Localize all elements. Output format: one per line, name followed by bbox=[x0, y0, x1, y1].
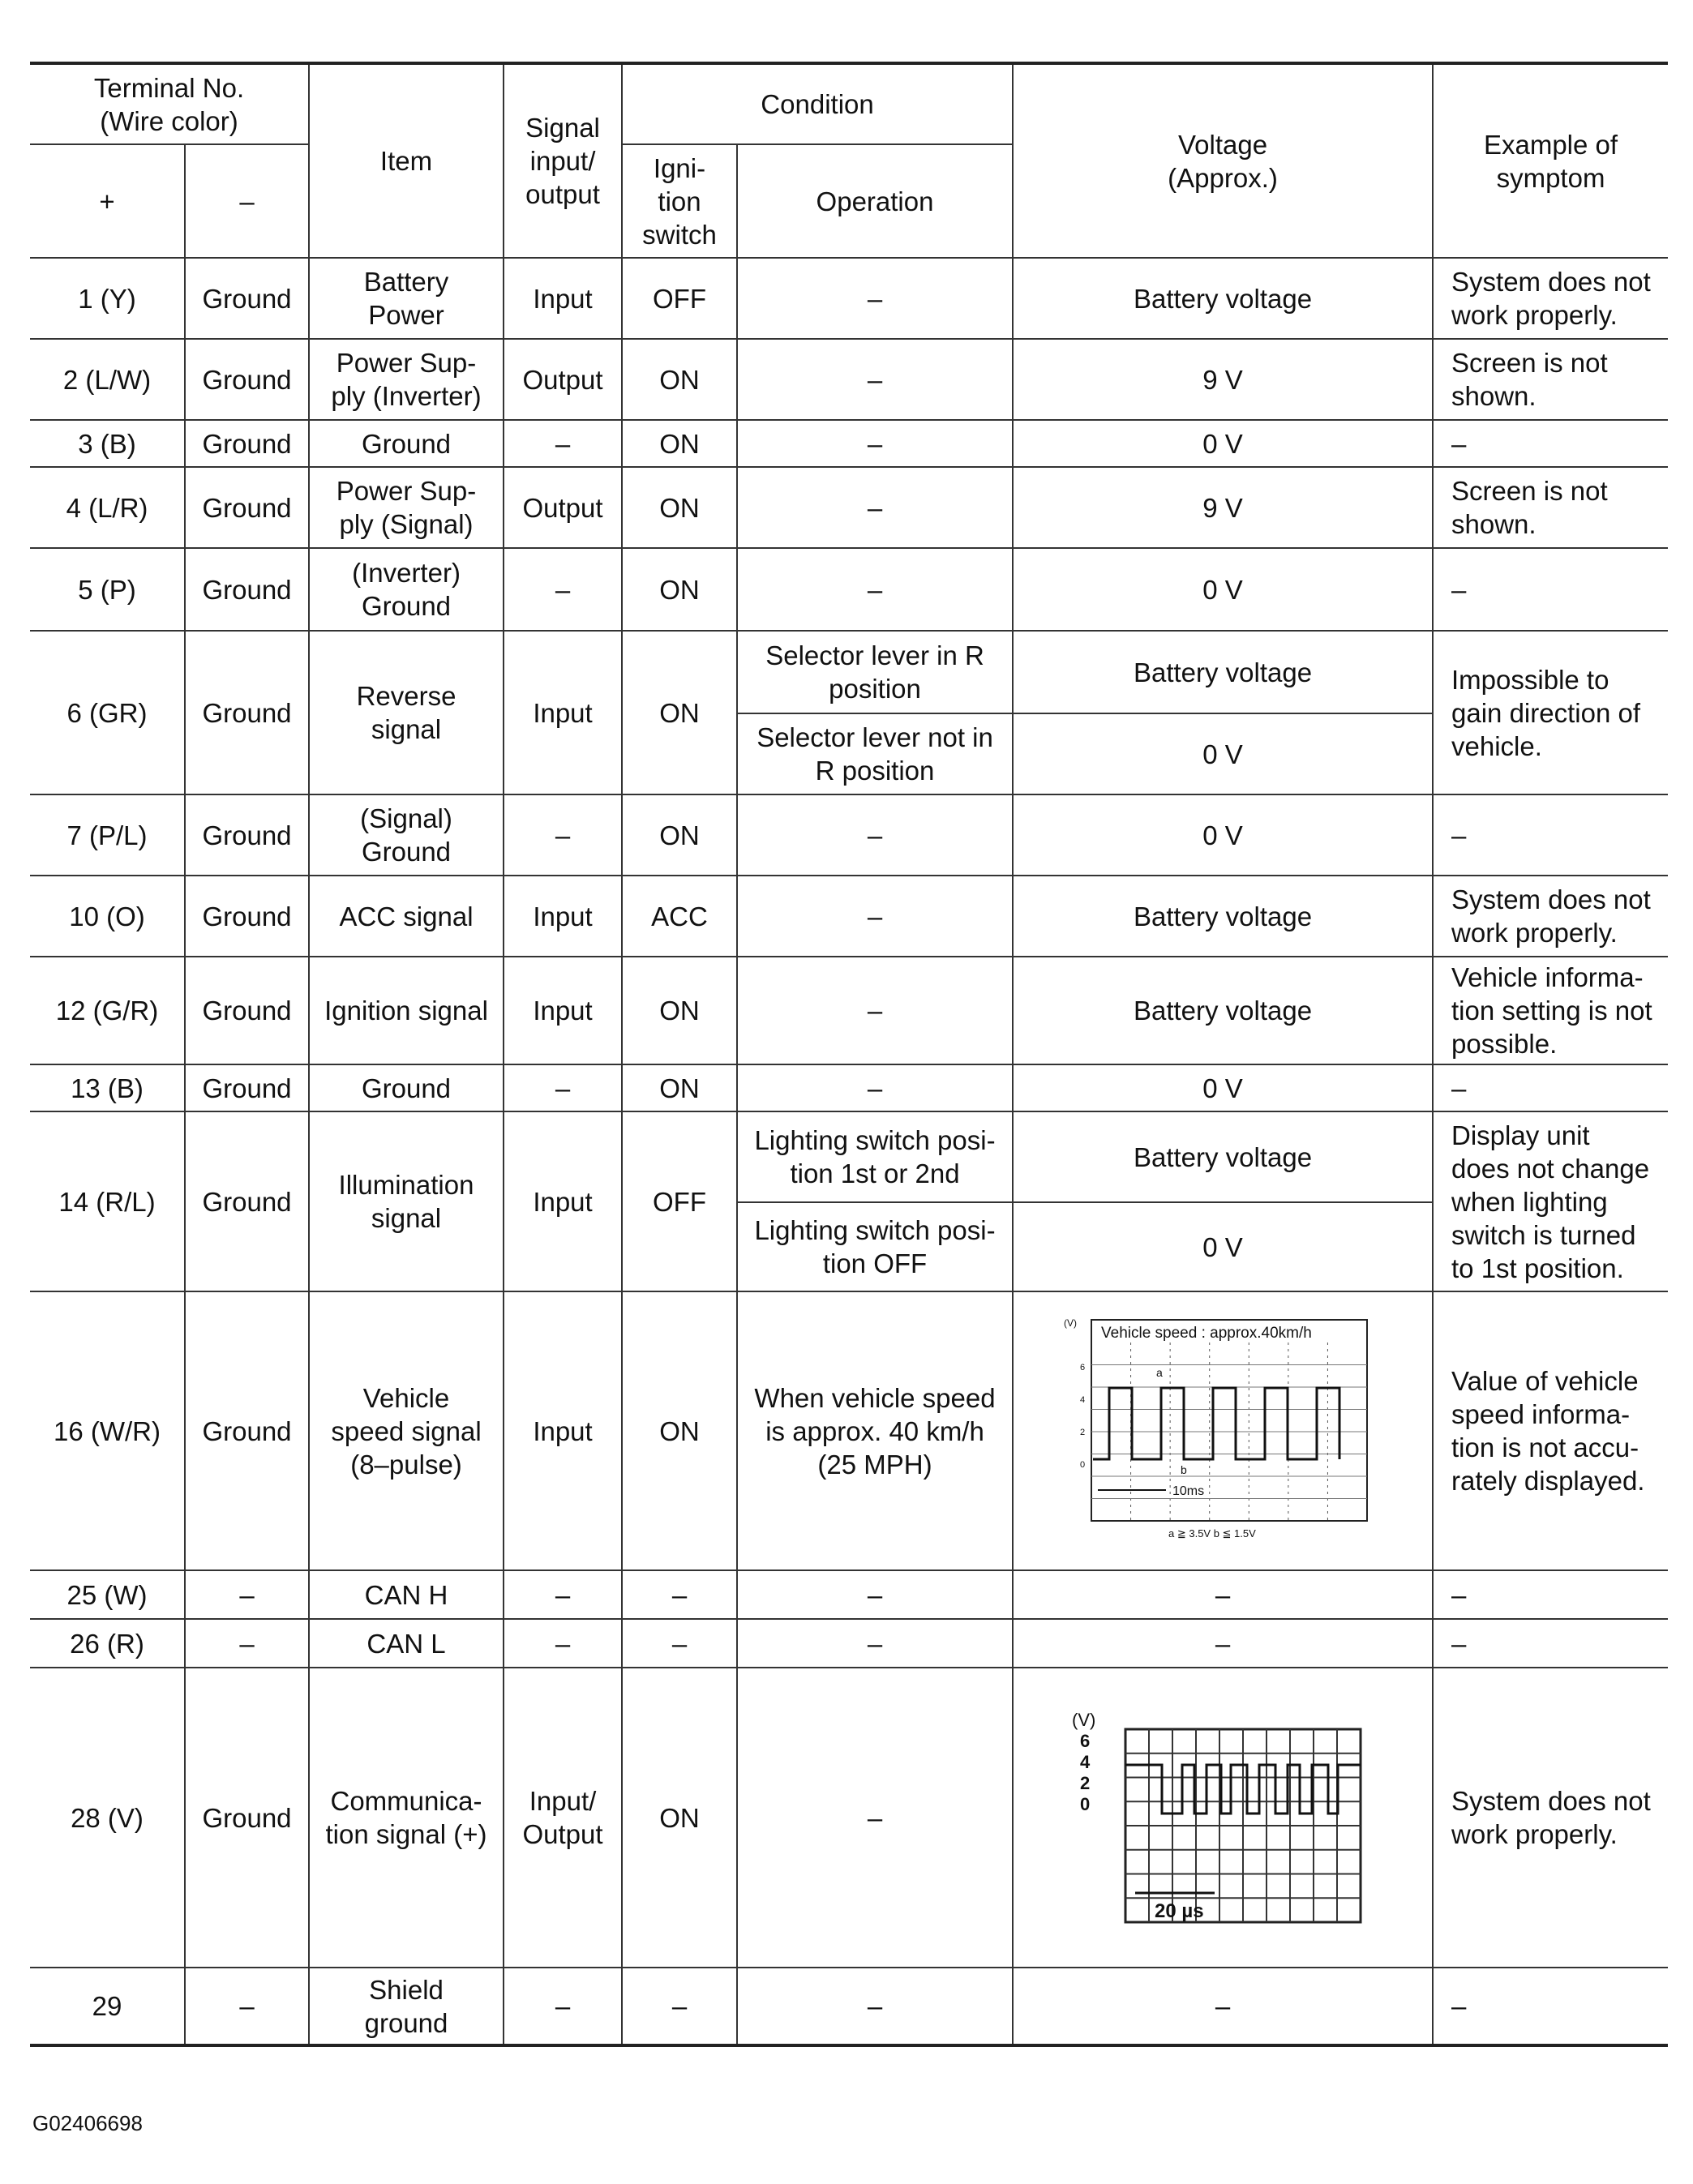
header-minus: – bbox=[185, 144, 309, 258]
item-cell: Illumination signal bbox=[309, 1111, 504, 1291]
scope-time-label: 20 µs bbox=[1155, 1900, 1204, 1922]
scope-ytick: 6 bbox=[1080, 1731, 1091, 1751]
ignition-switch-cell: ON bbox=[622, 794, 737, 876]
signal-io-cell: – bbox=[504, 548, 622, 631]
ignition-switch-cell: ACC bbox=[622, 876, 737, 957]
ignition-switch-cell: ON bbox=[622, 548, 737, 631]
voltage-cell: Battery voltage bbox=[1013, 631, 1433, 713]
header-item: Item bbox=[309, 63, 504, 258]
figure-code: G02406698 bbox=[32, 2111, 143, 2135]
operation-cell: – bbox=[737, 339, 1013, 420]
terminal-minus-cell: Ground bbox=[185, 548, 309, 631]
voltage-cell: 0 V bbox=[1013, 1202, 1433, 1291]
terminal-plus-cell: 6 (GR) bbox=[30, 631, 185, 794]
terminal-plus-cell: 26 (R) bbox=[30, 1619, 185, 1668]
symptom-cell: – bbox=[1433, 1570, 1668, 1619]
operation-cell: When vehicle speed is approx. 40 km/h (25 MPH) bbox=[737, 1291, 1013, 1570]
scope-label-b: b bbox=[1181, 1463, 1187, 1476]
operation-cell: Selector lever not in R position bbox=[737, 713, 1013, 794]
symptom-cell: Display unit does not change when lighting switch is turned to 1st position. bbox=[1433, 1111, 1668, 1291]
item-cell: Battery Power bbox=[309, 258, 504, 339]
symptom-cell: System does not work properly. bbox=[1433, 1668, 1668, 1968]
voltage-cell: 9 V bbox=[1013, 339, 1433, 420]
speed-pulse-waveform bbox=[1093, 1388, 1339, 1459]
communication-signal-oscilloscope bbox=[1069, 1700, 1377, 1935]
scope-ytick: 6 bbox=[1080, 1363, 1086, 1372]
ignition-switch-cell: ON bbox=[622, 420, 737, 467]
voltage-cell bbox=[1013, 1668, 1433, 1968]
terminal-minus-cell: Ground bbox=[185, 631, 309, 794]
voltage-cell: 0 V bbox=[1013, 1064, 1433, 1111]
ignition-switch-cell: ON bbox=[622, 1291, 737, 1570]
item-cell: ACC signal bbox=[309, 876, 504, 957]
terminal-minus-cell: Ground bbox=[185, 1111, 309, 1291]
terminal-plus-cell: 13 (B) bbox=[30, 1064, 185, 1111]
terminal-minus-cell: – bbox=[185, 1619, 309, 1668]
signal-io-cell: Input bbox=[504, 876, 622, 957]
ignition-switch-cell: ON bbox=[622, 957, 737, 1064]
terminal-plus-cell: 10 (O) bbox=[30, 876, 185, 957]
terminal-voltage-table bbox=[30, 62, 1668, 2047]
operation-cell: – bbox=[737, 548, 1013, 631]
table-row bbox=[30, 1668, 1668, 1968]
symptom-cell: Impossible to gain direction of vehicle. bbox=[1433, 631, 1668, 794]
voltage-cell: – bbox=[1013, 1968, 1433, 2045]
operation-cell: – bbox=[737, 1968, 1013, 2045]
header-terminal-no: Terminal No. (Wire color) bbox=[30, 63, 309, 144]
scope-title: Vehicle speed : approx.40km/h bbox=[1101, 1325, 1312, 1342]
table-row bbox=[30, 876, 1668, 957]
operation-cell: – bbox=[737, 420, 1013, 467]
scope-ytick: 0 bbox=[1080, 1794, 1091, 1814]
symptom-cell: – bbox=[1433, 1619, 1668, 1668]
table-row bbox=[30, 258, 1668, 339]
table-row bbox=[30, 420, 1668, 467]
scope-ytick: 4 bbox=[1080, 1395, 1086, 1405]
terminal-minus-cell: Ground bbox=[185, 420, 309, 467]
terminal-table-sheet bbox=[30, 62, 1668, 2047]
terminal-plus-cell: 28 (V) bbox=[30, 1668, 185, 1968]
terminal-minus-cell: Ground bbox=[185, 339, 309, 420]
signal-io-cell: Input/ Output bbox=[504, 1668, 622, 1968]
signal-io-cell: – bbox=[504, 1570, 622, 1619]
table-row bbox=[30, 1111, 1668, 1202]
terminal-plus-cell: 12 (G/R) bbox=[30, 957, 185, 1064]
table-row bbox=[30, 631, 1668, 713]
ignition-switch-cell: – bbox=[622, 1570, 737, 1619]
ignition-switch-cell: OFF bbox=[622, 258, 737, 339]
terminal-plus-cell: 14 (R/L) bbox=[30, 1111, 185, 1291]
terminal-minus-cell: Ground bbox=[185, 467, 309, 548]
header-condition: Condition bbox=[622, 63, 1013, 144]
ignition-switch-cell: OFF bbox=[622, 1111, 737, 1291]
terminal-minus-cell: Ground bbox=[185, 957, 309, 1064]
terminal-plus-cell: 1 (Y) bbox=[30, 258, 185, 339]
signal-io-cell: Input bbox=[504, 957, 622, 1064]
voltage-cell: 0 V bbox=[1013, 713, 1433, 794]
terminal-minus-cell: Ground bbox=[185, 876, 309, 957]
ignition-switch-cell: ON bbox=[622, 339, 737, 420]
signal-io-cell: Output bbox=[504, 339, 622, 420]
header-operation: Operation bbox=[737, 144, 1013, 258]
terminal-minus-cell: Ground bbox=[185, 258, 309, 339]
header-voltage: Voltage (Approx.) bbox=[1013, 63, 1433, 258]
ignition-switch-cell: – bbox=[622, 1968, 737, 2045]
terminal-minus-cell: Ground bbox=[185, 794, 309, 876]
terminal-minus-cell: Ground bbox=[185, 1668, 309, 1968]
terminal-plus-cell: 2 (L/W) bbox=[30, 339, 185, 420]
item-cell: Ground bbox=[309, 420, 504, 467]
scope-time-label: 10ms bbox=[1172, 1484, 1205, 1498]
signal-io-cell: Output bbox=[504, 467, 622, 548]
voltage-cell: 0 V bbox=[1013, 420, 1433, 467]
terminal-plus-cell: 25 (W) bbox=[30, 1570, 185, 1619]
item-cell: Communica- tion signal (+) bbox=[309, 1668, 504, 1968]
symptom-cell: Screen is not shown. bbox=[1433, 339, 1668, 420]
table-row bbox=[30, 957, 1668, 1064]
operation-cell: – bbox=[737, 467, 1013, 548]
voltage-cell: Battery voltage bbox=[1013, 258, 1433, 339]
item-cell: (Signal) Ground bbox=[309, 794, 504, 876]
signal-io-cell: – bbox=[504, 1968, 622, 2045]
terminal-plus-cell: 16 (W/R) bbox=[30, 1291, 185, 1570]
table-row bbox=[30, 1619, 1668, 1668]
symptom-cell: System does not work properly. bbox=[1433, 258, 1668, 339]
operation-cell: – bbox=[737, 1570, 1013, 1619]
table-row bbox=[30, 467, 1668, 548]
operation-cell: – bbox=[737, 1619, 1013, 1668]
operation-cell: Selector lever in R position bbox=[737, 631, 1013, 713]
operation-cell: – bbox=[737, 1064, 1013, 1111]
signal-io-cell: – bbox=[504, 794, 622, 876]
table-row bbox=[30, 1064, 1668, 1111]
voltage-cell: – bbox=[1013, 1570, 1433, 1619]
signal-io-cell: Input bbox=[504, 1291, 622, 1570]
terminal-minus-cell: Ground bbox=[185, 1064, 309, 1111]
item-cell: Shield ground bbox=[309, 1968, 504, 2045]
item-cell: Ground bbox=[309, 1064, 504, 1111]
header-ignition-switch: Igni- tion switch bbox=[622, 144, 737, 258]
scope-ytick: 0 bbox=[1080, 1460, 1086, 1470]
terminal-minus-cell: Ground bbox=[185, 1291, 309, 1570]
ignition-switch-cell: – bbox=[622, 1619, 737, 1668]
voltage-cell: 9 V bbox=[1013, 467, 1433, 548]
ignition-switch-cell: ON bbox=[622, 631, 737, 794]
scope-unit-label: (V) bbox=[1072, 1710, 1096, 1730]
voltage-cell: Battery voltage bbox=[1013, 1111, 1433, 1202]
item-cell: CAN L bbox=[309, 1619, 504, 1668]
operation-cell: Lighting switch posi- tion OFF bbox=[737, 1202, 1013, 1291]
operation-cell: Lighting switch posi- tion 1st or 2nd bbox=[737, 1111, 1013, 1202]
item-cell: Reverse signal bbox=[309, 631, 504, 794]
ignition-switch-cell: ON bbox=[622, 1668, 737, 1968]
operation-cell: – bbox=[737, 957, 1013, 1064]
header-example: Example of symptom bbox=[1433, 63, 1668, 258]
terminal-plus-cell: 5 (P) bbox=[30, 548, 185, 631]
terminal-plus-cell: 29 bbox=[30, 1968, 185, 2045]
scope-threshold-note: a ≧ 3.5V b ≦ 1.5V bbox=[1168, 1527, 1256, 1540]
operation-cell: – bbox=[737, 876, 1013, 957]
table-row bbox=[30, 1570, 1668, 1619]
ignition-switch-cell: ON bbox=[622, 1064, 737, 1111]
signal-io-cell: – bbox=[504, 420, 622, 467]
table-row bbox=[30, 548, 1668, 631]
symptom-cell: – bbox=[1433, 420, 1668, 467]
scope-ytick: 2 bbox=[1080, 1428, 1086, 1437]
signal-io-cell: Input bbox=[504, 631, 622, 794]
table-row bbox=[30, 794, 1668, 876]
ignition-switch-cell: ON bbox=[622, 467, 737, 548]
table-row bbox=[30, 339, 1668, 420]
voltage-cell: – bbox=[1013, 1619, 1433, 1668]
voltage-cell: Battery voltage bbox=[1013, 876, 1433, 957]
operation-cell: – bbox=[737, 794, 1013, 876]
item-cell: Power Sup- ply (Inverter) bbox=[309, 339, 504, 420]
scope-ytick: 4 bbox=[1080, 1752, 1091, 1772]
signal-io-cell: – bbox=[504, 1064, 622, 1111]
scope-ytick: 2 bbox=[1080, 1773, 1091, 1793]
item-cell: CAN H bbox=[309, 1570, 504, 1619]
signal-io-cell: Input bbox=[504, 1111, 622, 1291]
table-row bbox=[30, 1291, 1668, 1570]
speed-signal-oscilloscope bbox=[1061, 1313, 1385, 1548]
symptom-cell: – bbox=[1433, 1064, 1668, 1111]
header-plus: + bbox=[30, 144, 185, 258]
symptom-cell: Value of vehicle speed informa- tion is not accu- rately displayed. bbox=[1433, 1291, 1668, 1570]
header-signal-io: Signal input/ output bbox=[504, 63, 622, 258]
voltage-cell bbox=[1013, 1291, 1433, 1570]
table-body bbox=[30, 258, 1668, 2045]
symptom-cell: – bbox=[1433, 1968, 1668, 2045]
terminal-plus-cell: 3 (B) bbox=[30, 420, 185, 467]
terminal-plus-cell: 7 (P/L) bbox=[30, 794, 185, 876]
table-row bbox=[30, 1968, 1668, 2045]
voltage-cell: 0 V bbox=[1013, 794, 1433, 876]
voltage-cell: Battery voltage bbox=[1013, 957, 1433, 1064]
terminal-plus-cell: 4 (L/R) bbox=[30, 467, 185, 548]
terminal-minus-cell: – bbox=[185, 1570, 309, 1619]
scope-label-a: a bbox=[1156, 1366, 1163, 1379]
symptom-cell: Screen is not shown. bbox=[1433, 467, 1668, 548]
item-cell: Power Sup- ply (Signal) bbox=[309, 467, 504, 548]
terminal-minus-cell: – bbox=[185, 1968, 309, 2045]
symptom-cell: System does not work properly. bbox=[1433, 876, 1668, 957]
symptom-cell: – bbox=[1433, 548, 1668, 631]
operation-cell: – bbox=[737, 1668, 1013, 1968]
signal-io-cell: Input bbox=[504, 258, 622, 339]
symptom-cell: Vehicle informa- tion setting is not possible. bbox=[1433, 957, 1668, 1064]
operation-cell: – bbox=[737, 258, 1013, 339]
item-cell: Ignition signal bbox=[309, 957, 504, 1064]
item-cell: Vehicle speed signal (8–pulse) bbox=[309, 1291, 504, 1570]
signal-io-cell: – bbox=[504, 1619, 622, 1668]
scope-unit-label: (V) bbox=[1064, 1317, 1078, 1329]
item-cell: (Inverter) Ground bbox=[309, 548, 504, 631]
symptom-cell: – bbox=[1433, 794, 1668, 876]
voltage-cell: 0 V bbox=[1013, 548, 1433, 631]
